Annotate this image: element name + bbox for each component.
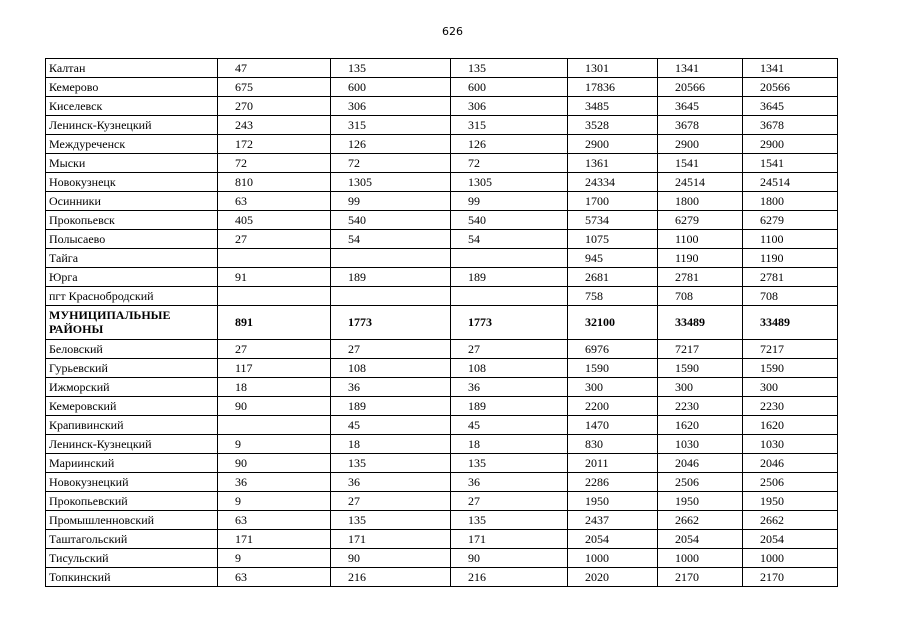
col3-cell: 45 bbox=[451, 416, 568, 435]
table-row bbox=[46, 287, 838, 306]
table-row bbox=[46, 568, 838, 587]
col6-cell: 2900 bbox=[743, 135, 838, 154]
row-name-cell: Гурьевский bbox=[46, 359, 218, 378]
col5-cell: 1950 bbox=[658, 492, 743, 511]
col3-cell: 189 bbox=[451, 268, 568, 287]
col2-cell: 171 bbox=[331, 530, 451, 549]
section-name-cell: МУНИЦИПАЛЬНЫЕ РАЙОНЫ bbox=[46, 306, 218, 340]
table-row bbox=[46, 359, 838, 378]
row-name-cell: Промышленновский bbox=[46, 511, 218, 530]
col2-cell: 1773 bbox=[331, 306, 451, 340]
col6-cell: 300 bbox=[743, 378, 838, 397]
col3-cell: 126 bbox=[451, 135, 568, 154]
col4-cell: 3485 bbox=[568, 97, 658, 116]
col3-cell: 1773 bbox=[451, 306, 568, 340]
table-row bbox=[46, 511, 838, 530]
col1-cell bbox=[218, 287, 331, 306]
col1-cell: 172 bbox=[218, 135, 331, 154]
col1-cell: 27 bbox=[218, 340, 331, 359]
col5-cell: 2230 bbox=[658, 397, 743, 416]
table-row bbox=[46, 454, 838, 473]
col4-cell: 1301 bbox=[568, 59, 658, 78]
col4-cell: 1700 bbox=[568, 192, 658, 211]
col4-cell: 1950 bbox=[568, 492, 658, 511]
col1-cell bbox=[218, 416, 331, 435]
col2-cell bbox=[331, 249, 451, 268]
col2-cell: 306 bbox=[331, 97, 451, 116]
col2-cell: 540 bbox=[331, 211, 451, 230]
col1-cell: 810 bbox=[218, 173, 331, 192]
col3-cell: 171 bbox=[451, 530, 568, 549]
col1-cell: 9 bbox=[218, 435, 331, 454]
col2-cell: 315 bbox=[331, 116, 451, 135]
page-number: 626 bbox=[442, 25, 463, 38]
col1-cell: 36 bbox=[218, 473, 331, 492]
col2-cell: 99 bbox=[331, 192, 451, 211]
table-body bbox=[46, 59, 838, 587]
table-row bbox=[46, 492, 838, 511]
col5-cell: 2900 bbox=[658, 135, 743, 154]
col4-cell: 1075 bbox=[568, 230, 658, 249]
col5-cell: 2781 bbox=[658, 268, 743, 287]
row-name-cell: Новокузнецк bbox=[46, 173, 218, 192]
col6-cell: 2506 bbox=[743, 473, 838, 492]
table-row bbox=[46, 397, 838, 416]
col1-cell: 405 bbox=[218, 211, 331, 230]
col6-cell: 1000 bbox=[743, 549, 838, 568]
col6-cell: 6279 bbox=[743, 211, 838, 230]
col4-cell: 5734 bbox=[568, 211, 658, 230]
col1-cell: 72 bbox=[218, 154, 331, 173]
col5-cell: 33489 bbox=[658, 306, 743, 340]
table-row bbox=[46, 249, 838, 268]
col5-cell: 20566 bbox=[658, 78, 743, 97]
col3-cell: 108 bbox=[451, 359, 568, 378]
row-name-cell: Тисульский bbox=[46, 549, 218, 568]
col1-cell: 90 bbox=[218, 454, 331, 473]
col3-cell bbox=[451, 287, 568, 306]
table-row bbox=[46, 78, 838, 97]
table-row bbox=[46, 473, 838, 492]
col2-cell: 36 bbox=[331, 473, 451, 492]
section-header-row bbox=[46, 306, 838, 340]
row-name-cell: Беловский bbox=[46, 340, 218, 359]
col6-cell: 2046 bbox=[743, 454, 838, 473]
col4-cell: 32100 bbox=[568, 306, 658, 340]
col4-cell: 2011 bbox=[568, 454, 658, 473]
row-name-cell: Новокузнецкий bbox=[46, 473, 218, 492]
col5-cell: 2046 bbox=[658, 454, 743, 473]
row-name-cell: Прокопьевск bbox=[46, 211, 218, 230]
col5-cell: 6279 bbox=[658, 211, 743, 230]
col1-cell: 63 bbox=[218, 192, 331, 211]
col5-cell: 7217 bbox=[658, 340, 743, 359]
col3-cell: 216 bbox=[451, 568, 568, 587]
col4-cell: 945 bbox=[568, 249, 658, 268]
col6-cell: 3678 bbox=[743, 116, 838, 135]
col6-cell: 24514 bbox=[743, 173, 838, 192]
col5-cell: 1100 bbox=[658, 230, 743, 249]
col5-cell: 1030 bbox=[658, 435, 743, 454]
col4-cell: 300 bbox=[568, 378, 658, 397]
col1-cell: 9 bbox=[218, 549, 331, 568]
row-name-cell: Топкинский bbox=[46, 568, 218, 587]
row-name-cell: Калтан bbox=[46, 59, 218, 78]
col5-cell: 3645 bbox=[658, 97, 743, 116]
col6-cell: 7217 bbox=[743, 340, 838, 359]
col1-cell: 9 bbox=[218, 492, 331, 511]
col3-cell bbox=[451, 249, 568, 268]
table-row bbox=[46, 230, 838, 249]
col3-cell: 99 bbox=[451, 192, 568, 211]
col2-cell: 90 bbox=[331, 549, 451, 568]
col2-cell: 189 bbox=[331, 268, 451, 287]
col6-cell: 1590 bbox=[743, 359, 838, 378]
col6-cell: 20566 bbox=[743, 78, 838, 97]
col6-cell: 1100 bbox=[743, 230, 838, 249]
col1-cell: 63 bbox=[218, 568, 331, 587]
col2-cell: 54 bbox=[331, 230, 451, 249]
col5-cell: 1620 bbox=[658, 416, 743, 435]
col1-cell: 171 bbox=[218, 530, 331, 549]
col5-cell: 1590 bbox=[658, 359, 743, 378]
col5-cell: 1190 bbox=[658, 249, 743, 268]
table-row bbox=[46, 211, 838, 230]
col3-cell: 1305 bbox=[451, 173, 568, 192]
col3-cell: 54 bbox=[451, 230, 568, 249]
row-name-cell: Междуреченск bbox=[46, 135, 218, 154]
row-name-cell: Крапивинский bbox=[46, 416, 218, 435]
col5-cell: 708 bbox=[658, 287, 743, 306]
col5-cell: 2170 bbox=[658, 568, 743, 587]
col5-cell: 2054 bbox=[658, 530, 743, 549]
row-name-cell: Кемеровский bbox=[46, 397, 218, 416]
col6-cell: 1800 bbox=[743, 192, 838, 211]
col3-cell: 135 bbox=[451, 454, 568, 473]
row-name-cell: Ленинск-Кузнецкий bbox=[46, 116, 218, 135]
col2-cell: 18 bbox=[331, 435, 451, 454]
col6-cell: 1620 bbox=[743, 416, 838, 435]
row-name-cell: Мыски bbox=[46, 154, 218, 173]
row-name-cell: Осинники bbox=[46, 192, 218, 211]
col5-cell: 300 bbox=[658, 378, 743, 397]
col2-cell: 108 bbox=[331, 359, 451, 378]
col4-cell: 6976 bbox=[568, 340, 658, 359]
table-row bbox=[46, 435, 838, 454]
table-row bbox=[46, 59, 838, 78]
data-table bbox=[45, 58, 838, 587]
col6-cell: 1950 bbox=[743, 492, 838, 511]
col1-cell: 18 bbox=[218, 378, 331, 397]
table-row bbox=[46, 416, 838, 435]
col5-cell: 2662 bbox=[658, 511, 743, 530]
col6-cell: 2230 bbox=[743, 397, 838, 416]
col1-cell: 47 bbox=[218, 59, 331, 78]
table-row bbox=[46, 173, 838, 192]
col1-cell: 675 bbox=[218, 78, 331, 97]
table-row bbox=[46, 116, 838, 135]
col4-cell: 2286 bbox=[568, 473, 658, 492]
row-name-cell: Юрга bbox=[46, 268, 218, 287]
col6-cell: 1541 bbox=[743, 154, 838, 173]
col6-cell: 1341 bbox=[743, 59, 838, 78]
col4-cell: 1361 bbox=[568, 154, 658, 173]
col5-cell: 3678 bbox=[658, 116, 743, 135]
row-name-cell: Прокопьевский bbox=[46, 492, 218, 511]
col3-cell: 27 bbox=[451, 340, 568, 359]
col4-cell: 2020 bbox=[568, 568, 658, 587]
col4-cell: 2200 bbox=[568, 397, 658, 416]
table-row bbox=[46, 549, 838, 568]
col1-cell: 91 bbox=[218, 268, 331, 287]
row-name-cell: Киселевск bbox=[46, 97, 218, 116]
col4-cell: 1000 bbox=[568, 549, 658, 568]
col1-cell: 117 bbox=[218, 359, 331, 378]
col2-cell: 27 bbox=[331, 492, 451, 511]
col2-cell: 126 bbox=[331, 135, 451, 154]
row-name-cell: пгт Краснобродский bbox=[46, 287, 218, 306]
col4-cell: 24334 bbox=[568, 173, 658, 192]
col2-cell: 600 bbox=[331, 78, 451, 97]
col4-cell: 2681 bbox=[568, 268, 658, 287]
table-row bbox=[46, 154, 838, 173]
row-name-cell: Тайга bbox=[46, 249, 218, 268]
table-row bbox=[46, 530, 838, 549]
row-name-cell: Ленинск-Кузнецкий bbox=[46, 435, 218, 454]
col2-cell bbox=[331, 287, 451, 306]
row-name-cell: Кемерово bbox=[46, 78, 218, 97]
col4-cell: 2900 bbox=[568, 135, 658, 154]
col5-cell: 1800 bbox=[658, 192, 743, 211]
col1-cell: 63 bbox=[218, 511, 331, 530]
col6-cell: 3645 bbox=[743, 97, 838, 116]
col3-cell: 540 bbox=[451, 211, 568, 230]
col4-cell: 2437 bbox=[568, 511, 658, 530]
col3-cell: 189 bbox=[451, 397, 568, 416]
col4-cell: 2054 bbox=[568, 530, 658, 549]
row-name-cell: Мариинский bbox=[46, 454, 218, 473]
col2-cell: 27 bbox=[331, 340, 451, 359]
table-row bbox=[46, 340, 838, 359]
col1-cell bbox=[218, 249, 331, 268]
col2-cell: 135 bbox=[331, 454, 451, 473]
col6-cell: 2781 bbox=[743, 268, 838, 287]
col2-cell: 45 bbox=[331, 416, 451, 435]
col6-cell: 708 bbox=[743, 287, 838, 306]
col3-cell: 135 bbox=[451, 511, 568, 530]
table-row bbox=[46, 135, 838, 154]
col4-cell: 1590 bbox=[568, 359, 658, 378]
row-name-cell: Таштагольский bbox=[46, 530, 218, 549]
col3-cell: 90 bbox=[451, 549, 568, 568]
col3-cell: 36 bbox=[451, 378, 568, 397]
table-row bbox=[46, 97, 838, 116]
col3-cell: 135 bbox=[451, 59, 568, 78]
row-name-cell: Ижморский bbox=[46, 378, 218, 397]
col4-cell: 17836 bbox=[568, 78, 658, 97]
col3-cell: 27 bbox=[451, 492, 568, 511]
col6-cell: 1030 bbox=[743, 435, 838, 454]
col5-cell: 1000 bbox=[658, 549, 743, 568]
col4-cell: 758 bbox=[568, 287, 658, 306]
col1-cell: 243 bbox=[218, 116, 331, 135]
col6-cell: 2662 bbox=[743, 511, 838, 530]
col2-cell: 216 bbox=[331, 568, 451, 587]
col2-cell: 72 bbox=[331, 154, 451, 173]
col3-cell: 600 bbox=[451, 78, 568, 97]
col2-cell: 1305 bbox=[331, 173, 451, 192]
col2-cell: 135 bbox=[331, 59, 451, 78]
col1-cell: 27 bbox=[218, 230, 331, 249]
col2-cell: 135 bbox=[331, 511, 451, 530]
col2-cell: 189 bbox=[331, 397, 451, 416]
col6-cell: 2170 bbox=[743, 568, 838, 587]
col3-cell: 306 bbox=[451, 97, 568, 116]
table-row bbox=[46, 268, 838, 287]
col3-cell: 72 bbox=[451, 154, 568, 173]
col1-cell: 270 bbox=[218, 97, 331, 116]
row-name-cell: Полысаево bbox=[46, 230, 218, 249]
col1-cell: 90 bbox=[218, 397, 331, 416]
col5-cell: 2506 bbox=[658, 473, 743, 492]
col3-cell: 315 bbox=[451, 116, 568, 135]
col3-cell: 18 bbox=[451, 435, 568, 454]
col1-cell: 891 bbox=[218, 306, 331, 340]
col6-cell: 1190 bbox=[743, 249, 838, 268]
col5-cell: 24514 bbox=[658, 173, 743, 192]
col3-cell: 36 bbox=[451, 473, 568, 492]
table-row bbox=[46, 192, 838, 211]
col4-cell: 1470 bbox=[568, 416, 658, 435]
col4-cell: 830 bbox=[568, 435, 658, 454]
col5-cell: 1541 bbox=[658, 154, 743, 173]
col6-cell: 2054 bbox=[743, 530, 838, 549]
col5-cell: 1341 bbox=[658, 59, 743, 78]
col6-cell: 33489 bbox=[743, 306, 838, 340]
col4-cell: 3528 bbox=[568, 116, 658, 135]
col2-cell: 36 bbox=[331, 378, 451, 397]
table-row bbox=[46, 378, 838, 397]
